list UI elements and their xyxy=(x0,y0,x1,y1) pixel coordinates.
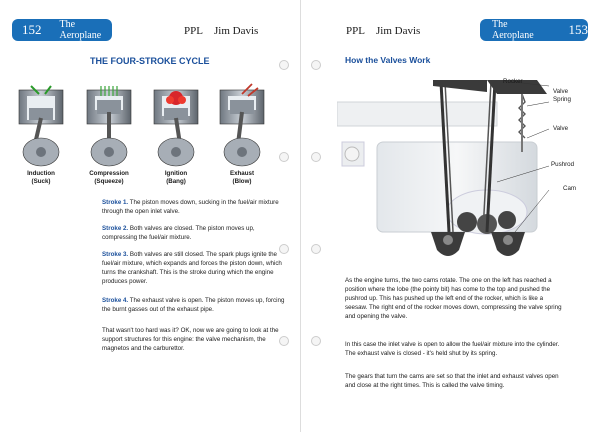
cylinder-label-compression: Compression (Squeeze) xyxy=(89,170,129,185)
right-header-ppl: PPL xyxy=(346,25,365,37)
cylinder-label-induction: Induction (Suck) xyxy=(27,170,55,185)
left-page-tab xyxy=(12,19,112,41)
binder-hole xyxy=(279,244,289,254)
label-cam: Cam xyxy=(563,185,577,192)
binder-hole xyxy=(279,60,289,70)
page-title-valves: How the Valves Work xyxy=(345,55,431,65)
binder-hole xyxy=(279,152,289,162)
binder-hole xyxy=(279,336,289,346)
valve-mechanism-diagram xyxy=(337,72,567,262)
cylinder-label-exhaust: Exhaust (Blow) xyxy=(229,170,255,185)
left-header-author: Jim Davis xyxy=(214,25,259,37)
label-valve: Valve xyxy=(553,125,569,132)
cylinder-exhaust xyxy=(220,84,264,166)
closing-paragraph: That wasn't too hard was it? OK, now we are going to look at the support structures for this engine: the valve mechanism, the magnetos and the carburettor. xyxy=(102,327,279,352)
valve-paragraph-3: The gears that turn the cams are set so that the inlet and exhaust valves open and close at the right times. This is called the valve timing. xyxy=(345,373,559,389)
left-page-number: 152 xyxy=(22,22,42,37)
label-pushrod: Pushrod xyxy=(551,161,575,168)
stroke-1-paragraph: Stroke 1. The piston moves down, sucking in the fuel/air mixture through the open inlet valve. xyxy=(102,199,279,215)
page-title-four-stroke: THE FOUR-STROKE CYCLE xyxy=(90,56,210,66)
right-page-number: 153 xyxy=(568,22,588,37)
cylinder-induction xyxy=(19,86,63,166)
cylinder-label-ignition: Ignition (Bang) xyxy=(164,170,188,185)
valve-paragraph-1: As the engine turns, the two cams rotate. The one on the left has reached a position where the lobe (the pointy bit) has come to the top and pushed the pushrod up. This has pushed up the left end of the rocker, which is like a seesaw. The right end of the rocker moves down, compressing the valve spring and opening the valve. xyxy=(345,277,562,320)
right-page xyxy=(301,0,600,432)
binder-hole xyxy=(311,336,321,346)
four-stroke-cycle-diagram xyxy=(0,82,300,172)
right-header-author: Jim Davis xyxy=(376,25,421,37)
valve-paragraph-2: In this case the inlet valve is open to allow the fuel/air mixture into the cylinder. The exhaust valve is closed - it's held shut by its spring. xyxy=(345,341,560,357)
binder-hole xyxy=(311,152,321,162)
left-section-title: The Aeroplane xyxy=(59,19,102,41)
label-valve-spring: Valve Spring xyxy=(553,88,571,103)
binder-hole xyxy=(311,244,321,254)
right-section-title: The Aeroplane xyxy=(492,19,534,41)
label-rocker: Rocker xyxy=(503,78,523,85)
left-header-ppl: PPL xyxy=(184,25,203,37)
right-page-tab xyxy=(480,19,588,41)
stroke-3-paragraph: Stroke 3. Both valves are still closed. The spark plugs ignite the fuel/air mixture, which expands and forces the piston down, which turns the crankshaft. This is the stroke during which the engine produces power. xyxy=(102,251,282,285)
stroke-4-paragraph: Stroke 4. The exhaust valve is open. The piston moves up, forcing the burnt gasses out of the exhaust pipe. xyxy=(102,297,285,313)
binder-hole xyxy=(311,60,321,70)
cylinder-compression xyxy=(87,86,131,166)
stroke-2-paragraph: Stroke 2. Both valves are closed. The piston moves up, compressing the fuel/air mixture. xyxy=(102,225,255,241)
cylinder-ignition xyxy=(154,90,198,166)
